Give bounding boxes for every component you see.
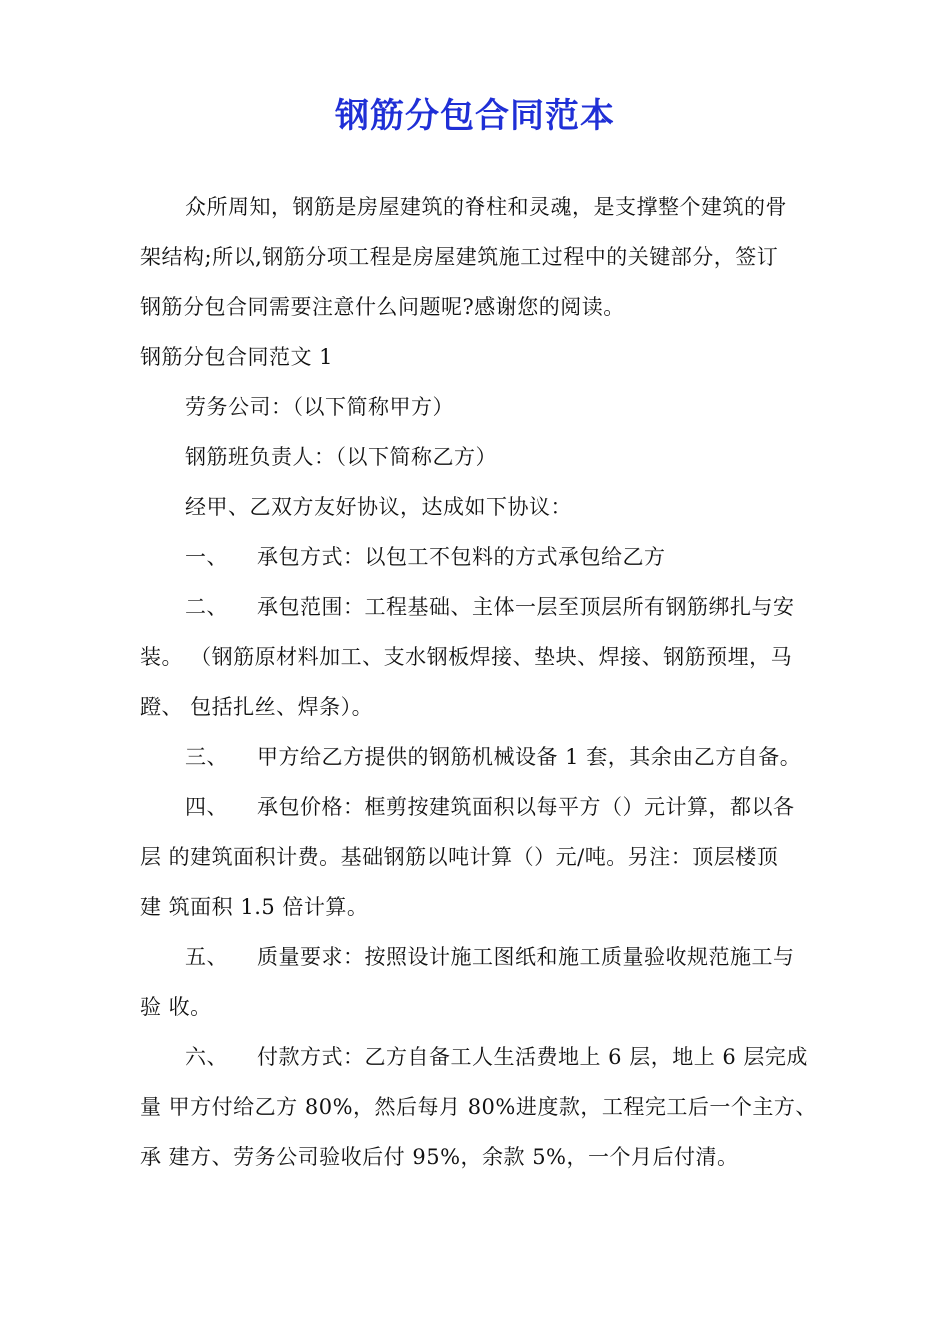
clause-5-line-2: 验 收。 xyxy=(140,995,212,1019)
clause-2-line-3: 蹬、 包括扎丝、焊条）。 xyxy=(140,695,374,719)
clause-3 xyxy=(185,742,801,772)
clause-number: 一、 xyxy=(185,545,228,569)
clause-6-line-2: 量 甲方付给乙方 80%，然后每月 80%进度款，工程完工后一个主方、 xyxy=(140,1095,817,1119)
clause-6 xyxy=(185,1042,808,1072)
clause-number: 六、 xyxy=(185,1045,228,1069)
clause-text: 质量要求：按照设计施工图纸和施工质量验收规范施工与 xyxy=(257,945,795,969)
clause-number: 五、 xyxy=(185,945,228,969)
intro-line-2: 架结构;所以,钢筋分项工程是房屋建筑施工过程中的关键部分，签订 xyxy=(140,245,779,269)
clause-1 xyxy=(185,542,666,572)
intro-line-1: 众所周知，钢筋是房屋建筑的脊柱和灵魂，是支撑整个建筑的骨 xyxy=(185,195,787,219)
clause-4 xyxy=(185,792,795,822)
clause-5 xyxy=(185,942,795,972)
clause-text: 承包范围：工程基础、主体一层至顶层所有钢筋绑扎与安 xyxy=(257,595,795,619)
clause-number: 三、 xyxy=(185,745,228,769)
clause-text: 承包价格：框剪按建筑面积以每平方（）元计算，都以各 xyxy=(257,795,795,819)
section-heading: 钢筋分包合同范文 1 xyxy=(140,345,334,369)
clause-text: 承包方式：以包工不包料的方式承包给乙方 xyxy=(257,545,666,569)
clause-4-line-2: 层 的建筑面积计费。基础钢筋以吨计算（）元/吨。另注：顶层楼顶 xyxy=(140,845,779,869)
party-b-line: 钢筋班负责人：（以下简称乙方） xyxy=(185,445,497,469)
clause-text: 付款方式：乙方自备工人生活费地上 6 层，地上 6 层完成 xyxy=(257,1045,808,1069)
agreement-line: 经甲、乙双方友好协议，达成如下协议： xyxy=(185,495,572,519)
clause-4-line-3: 建 筑面积 1.5 倍计算。 xyxy=(140,895,369,919)
clause-2-line-2: 装。 （钢筋原材料加工、支水钢板焊接、垫块、焊接、钢筋预埋，马 xyxy=(140,645,793,669)
party-a-line: 劳务公司：（以下简称甲方） xyxy=(185,395,454,419)
clause-number: 四、 xyxy=(185,795,228,819)
clause-6-line-3: 承 建方、劳务公司验收后付 95%，余款 5%，一个月后付清。 xyxy=(140,1145,739,1169)
clause-text: 甲方给乙方提供的钢筋机械设备 1 套，其余由乙方自备。 xyxy=(257,745,802,769)
clause-number: 二、 xyxy=(185,595,228,619)
intro-line-3: 钢筋分包合同需要注意什么问题呢?感谢您的阅读。 xyxy=(140,295,625,319)
document-title: 钢筋分包合同范本 xyxy=(335,96,615,136)
clause-2 xyxy=(185,592,795,622)
